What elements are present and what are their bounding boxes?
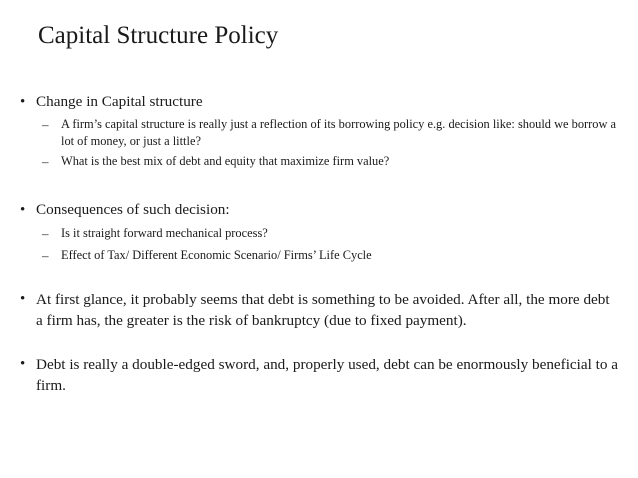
bullet-dot-icon: • [20, 356, 26, 372]
sub-bullet-text: Effect of Tax/ Different Economic Scenario/ Firms’ Life Cycle [61, 248, 372, 262]
dash-icon: – [42, 248, 49, 263]
sub-bullet-item [38, 247, 620, 264]
slide-title: Capital Structure Policy [38, 22, 279, 49]
bullet-consequences [20, 200, 620, 264]
bullet-dot-icon: • [20, 94, 26, 110]
bullet-text: Debt is really a double-edged sword, and, properly used, debt can be enormously beneficial to a firm. [36, 356, 618, 394]
bullet-text: Consequences of such decision: [36, 201, 230, 218]
bullet-text: At first glance, it probably seems that debt is something to be avoided. After all, the more debt a firm has, the greater is the risk of bankruptcy (due to fixed payment). [36, 291, 610, 329]
sub-bullet-text: What is the best mix of debt and equity that maximize firm value? [61, 154, 390, 168]
bullet-first-glance [20, 289, 620, 331]
dash-icon: – [42, 154, 49, 169]
sub-bullet-text: A firm’s capital structure is really just a reflection of its borrowing policy e.g. decision like: should we borrow a lot of money, or just a little? [61, 117, 617, 148]
bullet-dot-icon: • [20, 202, 26, 218]
sub-bullet-item [38, 225, 620, 242]
bullet-double-edged [20, 354, 620, 396]
dash-icon: – [42, 226, 49, 241]
bullet-change-capital-structure [20, 92, 620, 170]
bullet-dot-icon: • [20, 291, 26, 307]
sub-bullet-item [38, 116, 620, 150]
sub-bullet-text: Is it straight forward mechanical process? [61, 226, 268, 240]
dash-icon: – [42, 117, 49, 132]
sub-bullet-item [38, 153, 620, 170]
bullet-text: Change in Capital structure [36, 93, 203, 110]
